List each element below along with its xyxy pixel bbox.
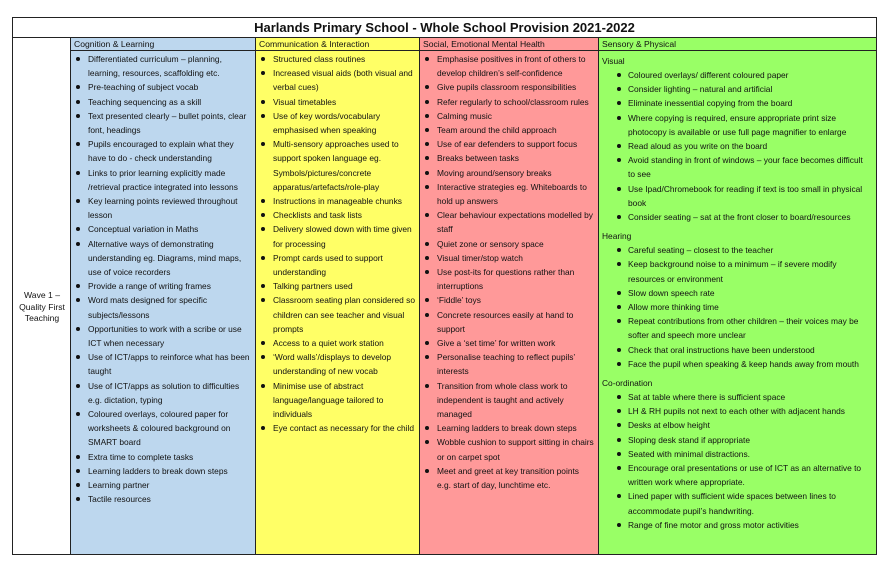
bullet-icon <box>261 199 265 203</box>
list-item-text: Quiet zone or sensory space <box>437 238 544 249</box>
list-item-text: Desks at elbow height <box>628 420 710 431</box>
bullet-icon <box>617 452 621 456</box>
list-item <box>71 407 255 450</box>
bullet-icon <box>261 114 265 118</box>
bullet-icon <box>425 440 429 444</box>
list-item-text: Moving around/sensory breaks <box>437 167 552 178</box>
bullet-icon <box>261 384 265 388</box>
bullet-icon <box>76 327 80 331</box>
list-item <box>420 464 598 492</box>
bullet-icon <box>261 71 265 75</box>
list-item <box>256 52 419 66</box>
list-item <box>256 109 419 137</box>
list-item <box>256 95 419 109</box>
list-item <box>420 435 598 463</box>
list-item-text: Teaching sequencing as a skill <box>88 96 202 107</box>
list-item <box>599 68 876 82</box>
list-item-text: Read aloud as you write on the board <box>628 141 768 152</box>
list-item-text: Use Ipad/Chromebook for reading if text is too small in physical book <box>628 183 863 208</box>
bullet-icon <box>261 227 265 231</box>
list-item <box>420 308 598 336</box>
list-item <box>420 137 598 151</box>
column-communication-interaction <box>256 38 420 554</box>
bullet-icon <box>425 185 429 189</box>
sensory-subheading: Hearing <box>602 231 632 242</box>
list-item-text: Word mats designed for specific subjects/lessons <box>88 295 208 320</box>
list-item-text: Consider seating – sat at the front closer to board/resources <box>628 212 851 223</box>
bullet-icon <box>617 187 621 191</box>
list-item-text: Calming music <box>437 110 492 121</box>
bullet-icon <box>76 483 80 487</box>
wave-row-header <box>13 38 71 554</box>
list-item <box>256 137 419 194</box>
list-item-text: Emphasise positives in front of others to develop children’s self-confidence <box>437 54 586 79</box>
list-item <box>599 96 876 110</box>
list-item <box>420 251 598 265</box>
list-item <box>599 343 876 357</box>
sensory-group-list <box>599 390 876 532</box>
list-item <box>420 151 598 165</box>
sensory-subheading: Co-ordination <box>602 378 653 389</box>
list-item-text: Lined paper with sufficient wide spaces between lines to accommodate pupil’s handwriting. <box>628 491 836 516</box>
bullet-icon <box>261 298 265 302</box>
list-item-text: Team around the child approach <box>437 125 557 136</box>
list-item-text: Transition from whole class work to independent is taught and actively managed <box>437 380 568 420</box>
list-item <box>256 293 419 336</box>
list-item-text: ‘Word walls’/displays to develop understanding of new vocab <box>273 352 392 377</box>
bullet-icon <box>76 171 80 175</box>
list-item <box>256 279 419 293</box>
bullet-icon <box>617 395 621 399</box>
list-item <box>71 492 255 506</box>
bullet-icon <box>617 305 621 309</box>
list-item <box>71 166 255 194</box>
bullet-icon <box>76 384 80 388</box>
bullet-icon <box>425 355 429 359</box>
list-item <box>71 80 255 94</box>
list-item <box>599 518 876 532</box>
list-item-text: Clear behaviour expectations modelled by staff <box>437 210 593 235</box>
column-cognition-learning <box>71 38 256 554</box>
sensory-body <box>599 51 876 532</box>
list-item <box>71 194 255 222</box>
list-item <box>71 279 255 293</box>
bullet-icon <box>617 494 621 498</box>
list-item <box>420 265 598 293</box>
list-item-text: Avoid standing in front of windows – your face becomes difficult to see <box>628 155 863 180</box>
column-header-communication: Communication & Interaction <box>256 38 419 51</box>
list-item-text: Links to prior learning explicitly made /retrieval practice integrated into lessons <box>88 167 238 192</box>
list-item-text: Visual timer/stop watch <box>437 252 523 263</box>
list-item-text: ‘Fiddle’ toys <box>437 295 481 306</box>
bullet-icon <box>261 57 265 61</box>
list-item-text: Keep background noise to a minimum – if severe modify resources or environment <box>628 259 837 284</box>
list-item <box>599 139 876 153</box>
list-item <box>420 123 598 137</box>
list-item-text: Eye contact as necessary for the child <box>273 423 415 434</box>
list-item-text: Text presented clearly – bullet points, clear font, headings <box>88 110 247 136</box>
list-item <box>71 478 255 492</box>
list-item <box>599 489 876 517</box>
list-item <box>599 111 876 139</box>
list-item <box>420 421 598 435</box>
list-item <box>420 52 598 80</box>
list-item-text: Use of ICT/apps to reinforce what has been taught <box>88 352 250 377</box>
bullet-icon <box>617 73 621 77</box>
bullet-icon <box>425 85 429 89</box>
bullet-icon <box>617 116 621 120</box>
social-list <box>420 51 598 492</box>
list-item <box>71 222 255 236</box>
bullet-icon <box>425 114 429 118</box>
bullet-icon <box>425 213 429 217</box>
list-item-text: Provide a range of writing frames <box>88 281 211 292</box>
list-item <box>599 210 876 224</box>
list-item-text: Key learning points reviewed throughout lesson <box>88 196 238 221</box>
list-item <box>71 137 255 165</box>
list-item-text: Give a ‘set time’ for written work <box>437 338 556 349</box>
cognition-list <box>71 51 255 507</box>
list-item <box>71 237 255 280</box>
bullet-icon <box>76 227 80 231</box>
list-item <box>599 357 876 371</box>
bullet-icon <box>617 362 621 366</box>
bullet-icon <box>261 256 265 260</box>
document-title: Harlands Primary School - Whole School Provision 2021-2022 <box>13 18 876 38</box>
list-item-text: Where copying is required, ensure appropriate print size photocopy is available or use full page magnifier to enlarge <box>628 112 847 137</box>
list-item-text: Differentiated curriculum – planning, learning, resources, scaffolding etc. <box>88 54 222 79</box>
bullet-icon <box>76 114 80 118</box>
list-item <box>71 450 255 464</box>
bullet-icon <box>76 284 80 288</box>
list-item-text: Increased visual aids (both visual and verbal cues) <box>273 68 413 93</box>
bullet-icon <box>425 100 429 104</box>
bullet-icon <box>261 100 265 104</box>
list-item <box>256 336 419 350</box>
wave-label: Wave 1 – Quality First Teaching <box>19 290 65 323</box>
list-item <box>599 433 876 447</box>
bullet-icon <box>425 171 429 175</box>
list-item-text: Check that oral instructions have been understood <box>628 344 815 355</box>
list-item <box>599 286 876 300</box>
list-item-text: Sloping desk stand if appropriate <box>628 434 750 445</box>
list-item-text: Pupils encouraged to explain what they have to do - check understanding <box>88 139 234 164</box>
list-item-text: Eliminate inessential copying from the board <box>628 98 793 109</box>
list-item <box>256 208 419 222</box>
list-item <box>71 109 255 137</box>
bullet-icon <box>425 57 429 61</box>
bullet-icon <box>617 248 621 252</box>
list-item-text: Coloured overlays/ different coloured paper <box>628 70 789 80</box>
list-item <box>256 194 419 208</box>
bullet-icon <box>76 497 80 501</box>
bullet-icon <box>76 142 80 146</box>
bullet-icon <box>261 284 265 288</box>
column-social-emotional <box>420 38 599 554</box>
list-item <box>599 447 876 461</box>
bullet-icon <box>261 142 265 146</box>
list-item <box>256 66 419 94</box>
list-item-text: Pre-teaching of subject vocab <box>88 82 199 93</box>
bullet-icon <box>76 57 80 61</box>
bullet-icon <box>617 438 621 442</box>
bullet-icon <box>425 142 429 146</box>
bullet-icon <box>617 523 621 527</box>
list-item-text: Instructions in manageable chunks <box>273 196 402 207</box>
list-item-text: Checklists and task lists <box>273 210 362 221</box>
list-item <box>71 293 255 321</box>
list-item <box>599 390 876 404</box>
bullet-icon <box>76 242 80 246</box>
sensory-subheading: Visual <box>602 56 625 66</box>
list-item-text: Give pupils classroom responsibilities <box>437 82 577 93</box>
list-item <box>599 404 876 418</box>
bullet-icon <box>261 341 265 345</box>
list-item-text: Personalise teaching to reflect pupils’ interests <box>437 352 575 377</box>
list-item <box>420 379 598 422</box>
list-item <box>256 379 419 422</box>
list-item <box>71 52 255 80</box>
list-item-text: Classroom seating plan considered so children can see teacher and visual prompts <box>273 295 415 334</box>
list-item <box>420 336 598 350</box>
list-item <box>599 82 876 96</box>
list-item <box>420 293 598 307</box>
bullet-icon <box>617 348 621 352</box>
bullet-icon <box>425 298 429 302</box>
list-item-text: Use of ICT/apps as solution to difficulties e.g. dictation, typing <box>88 380 240 405</box>
list-item-text: Face the pupil when speaking & keep hands away from mouth <box>628 358 859 369</box>
list-item-text: Learning partner <box>88 480 150 491</box>
bullet-icon <box>425 270 429 274</box>
list-item <box>420 208 598 236</box>
bullet-icon <box>617 158 621 162</box>
list-item-text: Concrete resources easily at hand to support <box>437 309 574 334</box>
list-item-text: Use post-its for questions rather than interruptions <box>437 267 575 292</box>
bullet-icon <box>76 100 80 104</box>
list-item <box>599 257 876 285</box>
bullet-icon <box>617 291 621 295</box>
list-item <box>256 222 419 250</box>
list-item <box>599 461 876 489</box>
column-sensory-physical <box>599 38 876 554</box>
list-item <box>256 421 419 435</box>
bullet-icon <box>425 384 429 388</box>
bullet-icon <box>425 313 429 317</box>
bullet-icon <box>425 341 429 345</box>
list-item-text: Opportunities to work with a scribe or use ICT when necessary <box>88 323 242 349</box>
list-item <box>599 182 876 210</box>
bullet-icon <box>617 409 621 413</box>
list-item-text: Alternative ways of demonstrating understanding eg. Diagrams, mind maps, use of voice recorders <box>88 238 242 278</box>
column-header-sensory: Sensory & Physical <box>599 38 876 51</box>
list-item-text: Minimise use of abstract language/language tailored to individuals <box>273 380 384 420</box>
list-item <box>71 350 255 378</box>
bullet-icon <box>261 426 265 430</box>
bullet-icon <box>76 455 80 459</box>
list-item-text: Talking partners used <box>273 281 353 292</box>
list-item <box>420 166 598 180</box>
column-header-cognition: Cognition & Learning <box>71 38 255 51</box>
bullet-icon <box>617 466 621 470</box>
list-item-text: Extra time to complete tasks <box>88 451 194 462</box>
provision-table <box>12 17 877 555</box>
bullet-icon <box>76 199 80 203</box>
list-item <box>71 322 255 350</box>
bullet-icon <box>425 128 429 132</box>
list-item-text: Visual timetables <box>273 96 337 107</box>
list-item <box>71 464 255 478</box>
bullet-icon <box>425 242 429 246</box>
list-item-text: Prompt cards used to support understanding <box>273 252 383 278</box>
bullet-icon <box>76 412 80 416</box>
bullet-icon <box>617 319 621 323</box>
list-item <box>599 314 876 342</box>
list-item <box>599 418 876 432</box>
list-item-text: Multi-sensory approaches used to support spoken language eg. Symbols/pictures/concrete apparatus/artefacts/role-play <box>273 139 399 192</box>
bullet-icon <box>617 262 621 266</box>
sensory-group-list <box>599 68 876 224</box>
list-item-text: Learning ladders to break down steps <box>88 465 228 476</box>
list-item-text: Structured class routines <box>273 54 366 64</box>
communication-list <box>256 51 419 435</box>
list-item <box>599 243 876 257</box>
list-item-text: Conceptual variation in Maths <box>88 224 199 235</box>
list-item-text: Interactive strategies eg. Whiteboards to hold up answers <box>437 181 587 207</box>
list-item-text: Slow down speech rate <box>628 287 715 298</box>
bullet-icon <box>261 355 265 359</box>
list-item <box>599 300 876 314</box>
bullet-icon <box>76 469 80 473</box>
list-item <box>420 350 598 378</box>
bullet-icon <box>76 85 80 89</box>
sensory-group-list <box>599 243 876 371</box>
list-item <box>599 153 876 181</box>
list-item-text: Delivery slowed down with time given for processing <box>273 224 412 249</box>
list-item <box>420 95 598 109</box>
bullet-icon <box>617 101 621 105</box>
list-item <box>420 180 598 208</box>
list-item-text: Repeat contributions from other children – their voices may be softer and speech more unclear <box>628 316 859 341</box>
list-item <box>420 109 598 123</box>
column-header-social: Social, Emotional Mental Health <box>420 38 598 51</box>
list-item-text: Refer regularly to school/classroom rules <box>437 96 589 107</box>
bullet-icon <box>76 298 80 302</box>
list-item-text: Meet and greet at key transition points e.g. start of day, lunchtime etc. <box>437 465 579 491</box>
list-item-text: Access to a quiet work station <box>273 338 384 349</box>
list-item-text: Tactile resources <box>88 494 151 505</box>
list-item-text: Careful seating – closest to the teacher <box>628 245 774 256</box>
bullet-icon <box>425 256 429 260</box>
bullet-icon <box>261 213 265 217</box>
list-item <box>420 80 598 94</box>
list-item <box>256 251 419 279</box>
list-item-text: Coloured overlays, coloured paper for worksheets & coloured background on SMART board <box>88 409 231 448</box>
list-item-text: Encourage oral presentations or use of ICT as an alternative to written work where appropriate. <box>628 463 862 488</box>
list-item <box>71 379 255 407</box>
bullet-icon <box>617 215 621 219</box>
list-item <box>256 350 419 378</box>
list-item-text: Learning ladders to break down steps <box>437 423 577 434</box>
list-item-text: Range of fine motor and gross motor activities <box>628 519 799 530</box>
bullet-icon <box>425 156 429 160</box>
bullet-icon <box>76 355 80 359</box>
bullet-icon <box>617 144 621 148</box>
list-item-text: Sat at table where there is sufficient space <box>628 392 786 403</box>
bullet-icon <box>425 426 429 430</box>
bullet-icon <box>425 469 429 473</box>
bullet-icon <box>617 87 621 91</box>
bullet-icon <box>617 423 621 427</box>
list-item-text: Breaks between tasks <box>437 153 519 164</box>
list-item <box>71 95 255 109</box>
list-item-text: LH & RH pupils not next to each other with adjacent hands <box>628 406 845 417</box>
list-item-text: Wobble cushion to support sitting in chairs or on carpet spot <box>437 437 594 462</box>
list-item-text: Use of ear defenders to support focus <box>437 139 578 150</box>
list-item-text: Seated with minimal distractions. <box>628 448 750 459</box>
list-item-text: Consider lighting – natural and artificial <box>628 84 773 95</box>
list-item-text: Allow more thinking time <box>628 302 719 313</box>
list-item <box>420 237 598 251</box>
list-item-text: Use of key words/vocabulary emphasised when speaking <box>273 110 381 136</box>
